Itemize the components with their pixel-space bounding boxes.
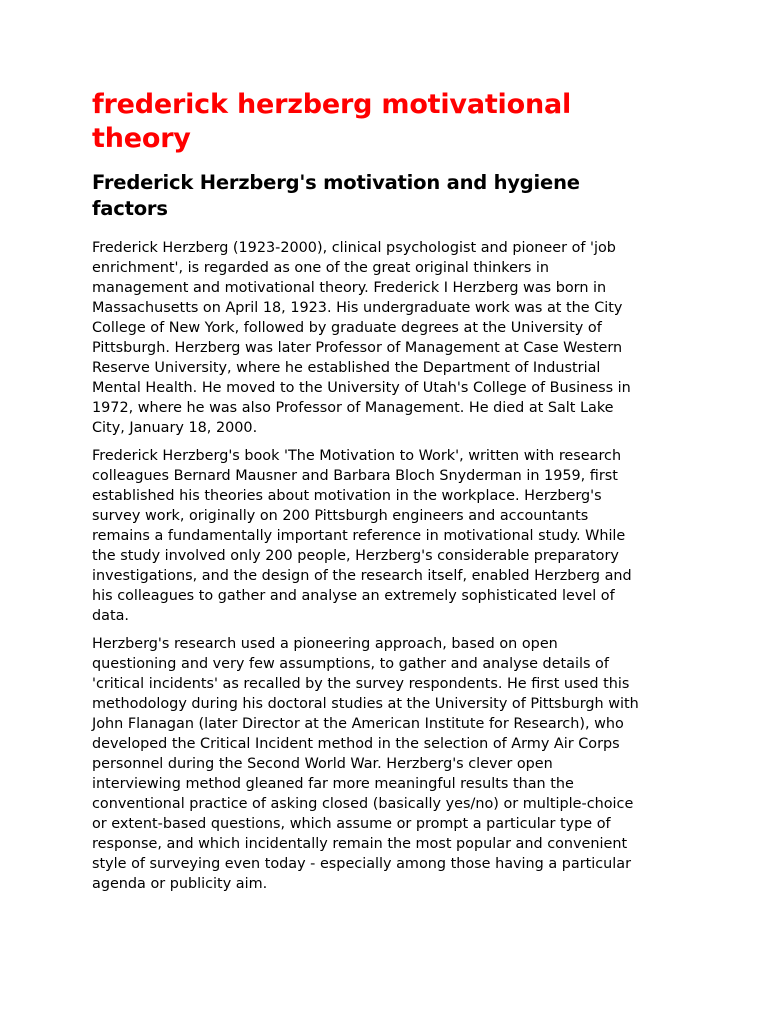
text-line: 'critical incidents' as recalled by the survey respondents. He first used this <box>92 676 630 692</box>
document-title <box>92 88 692 156</box>
text-line: his colleagues to gather and analyse an extremely sophisticated level of <box>92 588 615 604</box>
heading-line: Frederick Herzberg's motivation and hygiene <box>92 171 580 194</box>
text-line: methodology during his doctoral studies at the University of Pittsburgh with <box>92 696 639 712</box>
document-page <box>92 88 692 894</box>
text-line: College of New York, followed by graduate degrees at the University of <box>92 320 602 336</box>
text-line: the study involved only 200 people, Herzberg's considerable preparatory <box>92 548 619 564</box>
text-line: City, January 18, 2000. <box>92 420 258 436</box>
text-line: agenda or publicity aim. <box>92 876 268 892</box>
paragraph-research <box>92 634 692 894</box>
text-line: investigations, and the design of the research itself, enabled Herzberg and <box>92 568 632 584</box>
text-line: Mental Health. He moved to the University of Utah's College of Business in <box>92 380 631 396</box>
text-line: Frederick Herzberg's book 'The Motivation to Work', written with research <box>92 448 622 464</box>
text-line: Reserve University, where he established the Department of Industrial <box>92 360 601 376</box>
text-line: data. <box>92 608 129 624</box>
text-line: established his theories about motivation in the workplace. Herzberg's <box>92 488 602 504</box>
text-line: remains a fundamentally important reference in motivational study. While <box>92 528 626 544</box>
paragraph-biography <box>92 238 692 438</box>
text-line: questioning and very few assumptions, to gather and analyse details of <box>92 656 609 672</box>
text-line: Herzberg's research used a pioneering approach, based on open <box>92 636 558 652</box>
text-line: Pittsburgh. Herzberg was later Professor of Management at Case Western <box>92 340 623 356</box>
text-line: style of surveying even today - especially among those having a particular <box>92 856 632 872</box>
heading-line: factors <box>92 197 168 220</box>
text-line: personnel during the Second World War. Herzberg's clever open <box>92 756 553 772</box>
text-line: Frederick Herzberg (1923-2000), clinical psychologist and pioneer of 'job <box>92 240 616 256</box>
text-line: 1972, where he was also Professor of Management. He died at Salt Lake <box>92 400 614 416</box>
text-line: management and motivational theory. Frederick I Herzberg was born in <box>92 280 607 296</box>
text-line: interviewing method gleaned far more meaningful results than the <box>92 776 574 792</box>
text-line: enrichment', is regarded as one of the great original thinkers in <box>92 260 550 276</box>
text-line: conventional practice of asking closed (basically yes/no) or multiple-choice <box>92 796 634 812</box>
text-line: John Flanagan (later Director at the American Institute for Research), who <box>92 716 624 732</box>
text-line: or extent-based questions, which assume or prompt a particular type of <box>92 816 611 832</box>
title-line: frederick herzberg motivational <box>92 89 572 120</box>
text-line: colleagues Bernard Mausner and Barbara Bloch Snyderman in 1959, first <box>92 468 618 484</box>
paragraph-book <box>92 446 692 626</box>
title-line: theory <box>92 123 191 154</box>
text-line: survey work, originally on 200 Pittsburgh engineers and accountants <box>92 508 589 524</box>
text-line: developed the Critical Incident method in the selection of Army Air Corps <box>92 736 620 752</box>
section-heading <box>92 170 692 222</box>
text-line: response, and which incidentally remain the most popular and convenient <box>92 836 628 852</box>
text-line: Massachusetts on April 18, 1923. His undergraduate work was at the City <box>92 300 623 316</box>
